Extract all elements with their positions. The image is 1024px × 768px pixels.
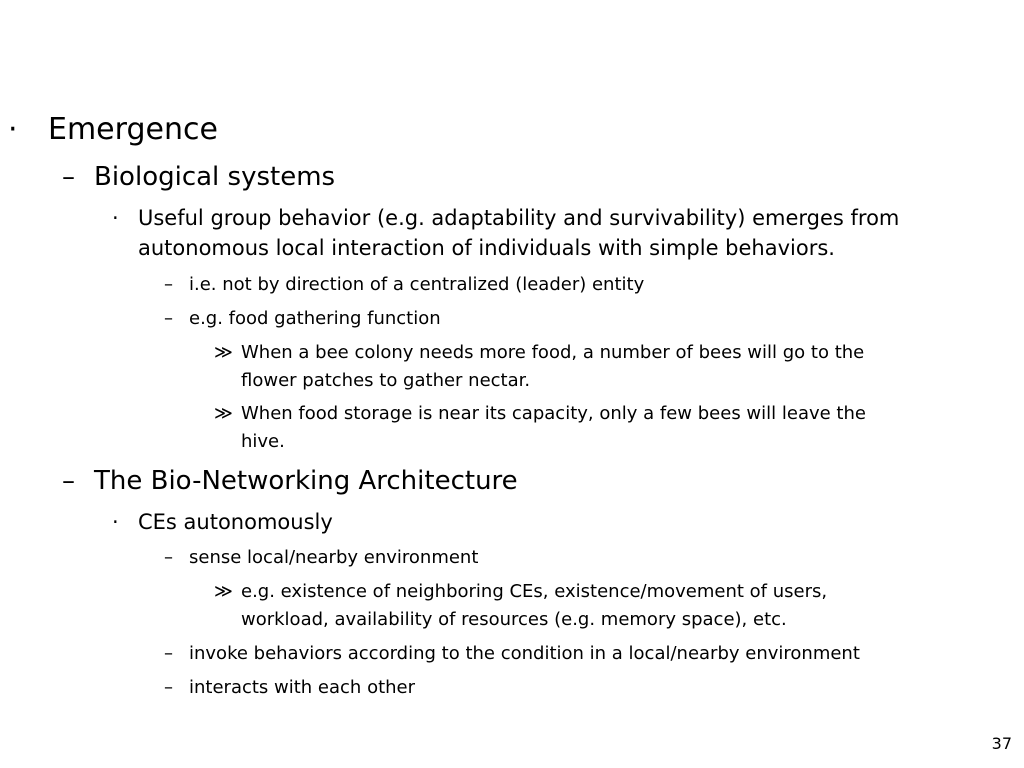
bullet-level5: ≫ <box>214 342 233 363</box>
bullet-level3: · <box>112 206 119 230</box>
food-storage-line1: When food storage is near its capacity, only a few bees will leave the <box>241 403 866 424</box>
group-behavior-line2: autonomous local interaction of individuals with simple behaviors. <box>138 236 835 260</box>
bullet-level4: – <box>164 274 173 295</box>
group-behavior-line1: Useful group behavior (e.g. adaptability and survivability) emerges from <box>138 206 900 230</box>
biological-systems-heading: Biological systems <box>94 162 336 192</box>
bee-food-need-line1: When a bee colony needs more food, a number of bees will go to the <box>241 342 865 363</box>
bullet-level2: – <box>62 466 75 496</box>
neighboring-ces-line2: workload, availability of resources (e.g. memory space), etc. <box>241 609 787 630</box>
bullet-level5: ≫ <box>214 403 233 424</box>
bullet-level2: – <box>62 162 75 192</box>
bionet-heading: The Bio-Networking Architecture <box>94 466 518 496</box>
bullet-level1: · <box>8 112 18 147</box>
ces-autonomously: CEs autonomously <box>138 510 333 534</box>
neighboring-ces-line1: e.g. existence of neighboring CEs, existence/movement of users, <box>241 581 828 602</box>
page-number: 37 <box>991 734 1012 753</box>
sense-environment: sense local/nearby environment <box>189 547 479 568</box>
food-storage-line2: hive. <box>241 431 285 452</box>
bullet-level3: · <box>112 510 119 534</box>
bullet-level4: – <box>164 547 173 568</box>
emergence-title: Emergence <box>48 112 218 147</box>
bullet-level5: ≫ <box>214 581 233 602</box>
centralized-entity-note: i.e. not by direction of a centralized (leader) entity <box>189 274 645 295</box>
bullet-level4: – <box>164 308 173 329</box>
bullet-level4: – <box>164 643 173 664</box>
interacts-each-other: interacts with each other <box>189 677 416 698</box>
bullet-level4: – <box>164 677 173 698</box>
invoke-behaviors: invoke behaviors according to the condition in a local/nearby environment <box>189 643 860 664</box>
food-gathering-note: e.g. food gathering function <box>189 308 441 329</box>
bee-food-need-line2: flower patches to gather nectar. <box>241 370 531 391</box>
